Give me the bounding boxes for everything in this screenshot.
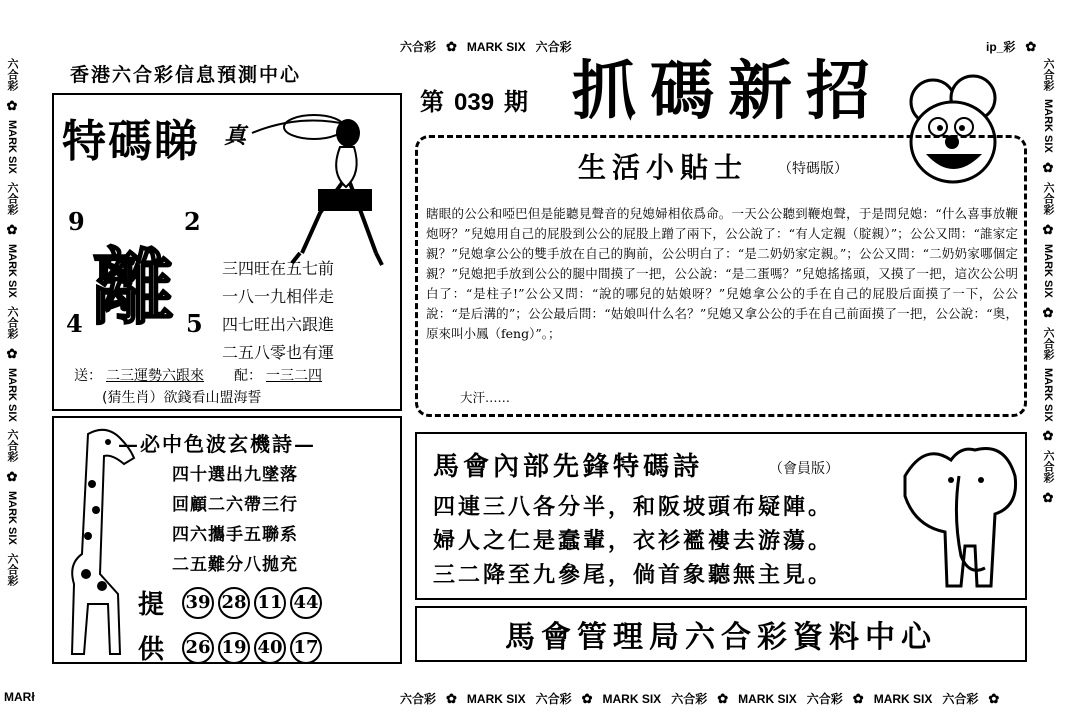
flower-icon: ✿	[1042, 159, 1054, 175]
flower-icon: ✿	[446, 39, 457, 54]
brand-cn: 六合彩	[6, 58, 18, 91]
member-poem-line: 三二降至九參尾，倘首象聽無主見。	[433, 562, 834, 588]
wave-title: —必中色波玄機詩—	[118, 432, 316, 456]
brand-cn: 六合彩	[1042, 181, 1054, 215]
tips-title: 生活小貼士	[578, 151, 749, 184]
brand-en: MARK SIX	[6, 243, 18, 298]
tip-label: 提	[138, 590, 165, 620]
brand-en: MARK SIX	[873, 691, 933, 706]
wave-poem-box	[52, 416, 402, 664]
wave-line: 二五難分八拋充	[172, 555, 298, 575]
number-ball: 28	[218, 587, 250, 619]
top-border-band	[400, 38, 572, 55]
flower-icon: ✿	[6, 221, 18, 237]
brand-cn: 六合彩	[6, 181, 18, 215]
corner-number-bottom-right: 5	[186, 309, 203, 338]
brand-cn: 六合彩	[942, 692, 979, 706]
flower-icon: ✿	[581, 691, 593, 706]
flower-icon: ✿	[717, 691, 729, 706]
brand-en: MARK SIX	[1042, 243, 1054, 298]
wave-line: 四十選出九墜落	[172, 465, 298, 485]
giraffe-illustration	[58, 424, 140, 660]
wave-lines	[172, 460, 298, 580]
tips-edition: （特碼版）	[778, 161, 848, 177]
brand-en: MARK SIX	[738, 691, 797, 706]
flower-icon: ✿	[1042, 428, 1054, 444]
flower-icon: ✿	[1042, 304, 1054, 320]
brand-en: MARK SIX	[466, 691, 526, 706]
issue-number: 039	[454, 89, 495, 116]
member-poem-line: 婦人之仁是蠢輩，衣衫襤褸去游蕩。	[433, 528, 834, 554]
bottom-border-band	[400, 690, 999, 707]
flower-icon: ✿	[1042, 221, 1054, 237]
main-title: 抓碼新招	[572, 54, 884, 129]
corner-number-top-right: 2	[184, 207, 201, 236]
member-poem-box	[415, 432, 1027, 600]
brand-en: MARK SIX	[6, 120, 18, 174]
tips-paragraph: 瞎眼的公公和啞巴但是能聽見聲音的兒媳婦相依爲命。一天公公聽到鞭炮聲，于是問兒媳：“什么喜事放鞭炮呀？”兒媳用自己的屁股到公公的屁股上蹭了兩下，公公說了：“有人定親（腚親）”；公公又問：“誰家定親？”兒媳拿公公的雙手放在自己的胸前，公公明白了：“是二奶奶家定親。”；公公又問：“二奶奶家哪個定親？”兒媳把手放到公公的腿中間摸了一把，公公說：“是二蛋嗎？”兒媳搖搖頭，又摸了一把，這次公公明白了：“是柱子!”公公又問：“說的哪兒的姑娘呀？”兒媳拿公公的手在自己的屁股后面摸了一下，公公說：“是后溝的”；公公最后問：“姑娘叫什么名？”兒媳又拿公公的手在自己前面摸了一把，公公說：“奥，原來叫小鳳（feng）”。；	[426, 206, 1018, 341]
special-subtitle: 真	[224, 123, 247, 149]
tip-label: 供	[138, 635, 165, 665]
elephant-illustration	[895, 436, 1025, 598]
brand-en: MARK SIX	[6, 367, 18, 422]
corner-number-top-left: 9	[68, 207, 85, 236]
tip-row-1	[138, 584, 326, 621]
footer-center-text: 馬會管理局六合彩資料中心	[505, 620, 937, 655]
brand-cn: 六合彩	[535, 692, 572, 706]
issue-label	[420, 82, 528, 117]
flower-icon: ✿	[6, 345, 18, 361]
left-border-band	[4, 58, 20, 586]
brand-cn: 六合彩	[1042, 450, 1054, 484]
number-ball: 17	[290, 632, 322, 664]
tag-text: ip_彩	[986, 40, 1016, 54]
member-poem-line: 四連三八各分半，和阪坡頭布疑陣。	[433, 494, 834, 520]
number-ball: 44	[290, 587, 322, 619]
flower-icon: ✿	[446, 691, 457, 706]
tip-row-2	[138, 629, 326, 666]
brand-en: MARK SIX	[6, 491, 18, 546]
woman-whip-illustration	[250, 103, 400, 273]
tips-box	[415, 135, 1027, 417]
brand-cn: 六合彩	[6, 553, 18, 587]
wave-line: 四六攜手五聯系	[172, 525, 298, 545]
number-ball: 19	[218, 632, 250, 664]
issue-suffix: 期	[504, 87, 529, 116]
fragment-text: MARł	[4, 690, 35, 704]
pair-text: 一三二四	[266, 368, 322, 384]
brand-cn: 六合彩	[6, 305, 18, 339]
brand-cn: 六合彩	[671, 692, 708, 706]
brand-cn: 六合彩	[806, 692, 843, 706]
brand-en: MARK SIX	[466, 39, 526, 54]
brand-cn: 六合彩	[400, 40, 437, 54]
poem-line: 二五八零也有運	[222, 343, 335, 362]
special-poem	[222, 255, 334, 367]
brand-cn: 六合彩	[535, 40, 572, 54]
number-ball: 39	[182, 587, 214, 619]
send-label: 送：	[74, 368, 102, 384]
flower-icon: ✿	[6, 98, 18, 113]
number-ball: 40	[254, 632, 286, 664]
issue-prefix: 第	[420, 87, 444, 116]
send-pair-line	[74, 365, 322, 385]
brand-en: MARK SIX	[602, 691, 662, 706]
flower-icon: ✿	[1025, 39, 1037, 54]
footer-banner	[415, 606, 1027, 662]
brand-en: MARK SIX	[1042, 367, 1054, 422]
poem-line: 三四旺在五七前	[222, 259, 335, 278]
poem-line: 一八一九相伴走	[222, 287, 335, 306]
brand-cn: 六合彩	[1042, 326, 1054, 360]
wave-line: 回顧二六帶三行	[172, 495, 298, 515]
send-text: 二三運勢六跟來	[106, 368, 204, 384]
member-poem-edition: （會員版）	[769, 461, 839, 477]
center-name: 香港六合彩信息預測中心	[70, 64, 302, 86]
flower-icon: ✿	[1042, 490, 1054, 506]
member-poem-title: 馬會內部先鋒特碼詩	[433, 452, 704, 482]
number-ball: 11	[254, 587, 286, 619]
special-title: 特碼睇	[62, 116, 200, 167]
special-code-box	[52, 93, 402, 411]
corner-number-bottom-left: 4	[66, 309, 83, 338]
flower-icon: ✿	[852, 691, 864, 706]
bottom-left-fragment	[4, 690, 35, 704]
flower-icon: ✿	[6, 469, 18, 485]
top-right-tag	[986, 38, 1036, 55]
brand-cn: 六合彩	[6, 429, 18, 463]
tip-numbers	[138, 584, 326, 666]
poem-line: 四七旺出六跟進	[222, 315, 335, 334]
member-poem-lines	[433, 490, 833, 592]
guess-line: (猜生肖）欲錢看山盟海誓	[102, 390, 262, 406]
brand-cn: 六合彩	[400, 692, 437, 706]
pair-label: 配：	[234, 368, 262, 384]
flower-icon: ✿	[988, 691, 1000, 706]
tips-closing: 大汗……	[460, 390, 511, 405]
right-border-band	[1040, 58, 1056, 504]
number-ball: 26	[182, 632, 214, 664]
big-character: 離	[92, 240, 175, 336]
brand-cn: 六合彩	[1042, 58, 1054, 91]
brand-en: MARK SIX	[1042, 99, 1054, 153]
